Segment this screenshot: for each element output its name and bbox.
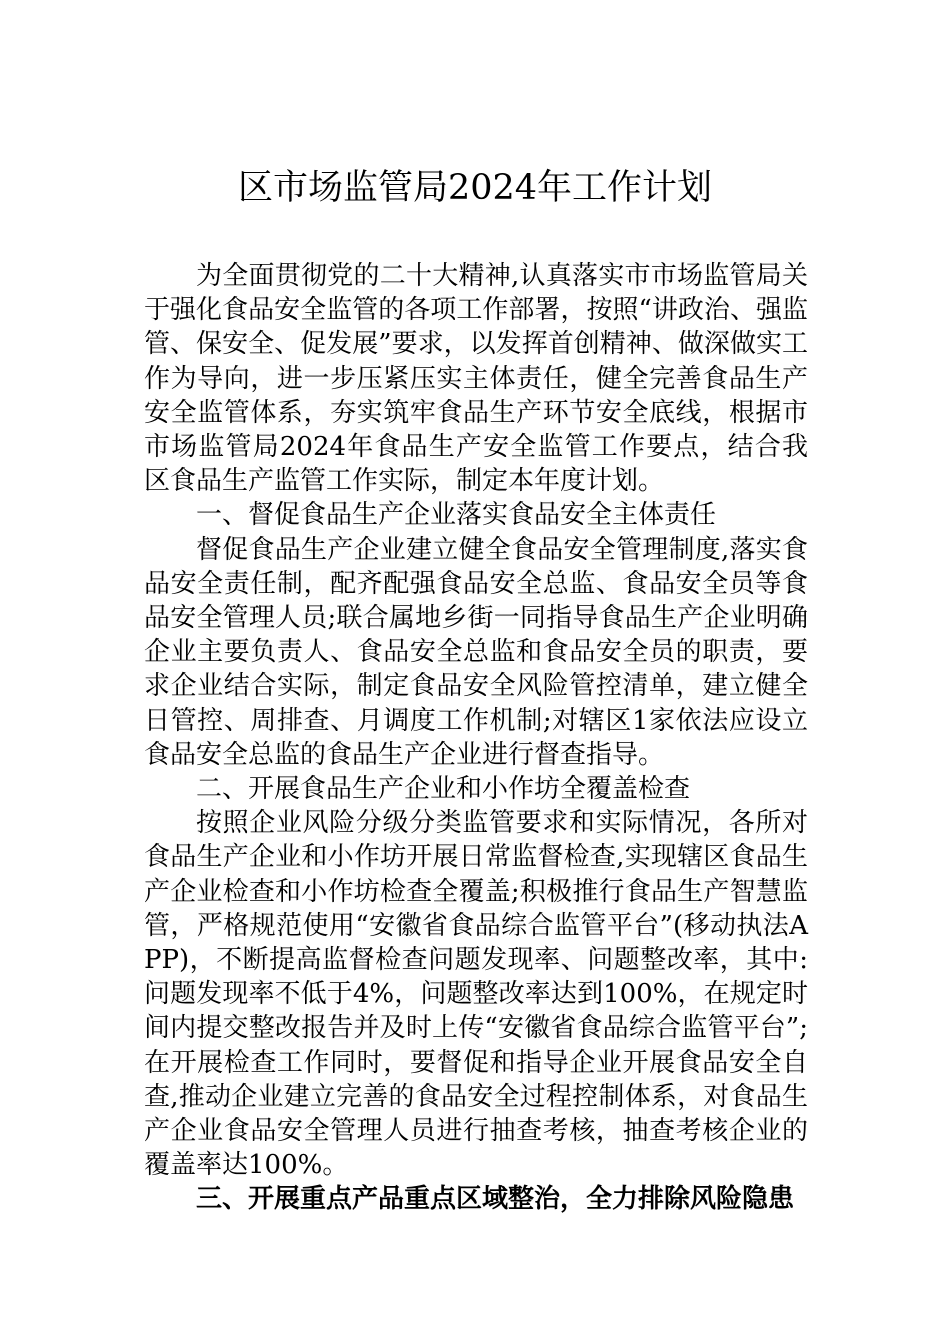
- document-title: 区市场监管局2024年工作计划: [237, 168, 713, 208]
- section-2-body: 按照企业风险分级分类监管要求和实际情况，各所对食品生产企业和小作坊开展日常监督检查,实现辖区食品生产企业检查和小作坊检查全覆盖;积极推行食品生产智慧监管，严格规范使用“安徽省食品综合监管平台”(移动执法APP)，不断提高监督检查问题发现率、问题整改率，其中:问题发现率不低于4%，问题整改率达到100%，在规定时间内提交整改报告并及时上传“安徽省食品综合监管平台”;在开展检查工作同时，要督促和指导企业开展食品安全自查,推动企业建立完善的食品安全过程控制体系，对食品生产企业食品安全管理人员进行抽查考核，抽查考核企业的覆盖率达100%。: [144, 808, 808, 1181]
- document-body: [144, 259, 808, 1217]
- section-2-heading: 二、开展食品生产企业和小作坊全覆盖检查: [196, 774, 691, 805]
- section-1-heading: 一、督促食品生产企业落实食品安全主体责任: [196, 500, 717, 531]
- section-1-body: 督促食品生产企业建立健全食品安全管理制度,落实食品安全责任制，配齐配强食品安全总监、食品安全员等食品安全管理人员;联合属地乡街一同指导食品生产企业明确企业主要负责人、食品安全总监和食品安全员的职责，要求企业结合实际，制定食品安全风险管控清单，建立健全日管控、周排查、月调度工作机制;对辖区1家依法应设立食品安全总监的食品生产企业进行督查指导。: [144, 534, 808, 770]
- intro-paragraph: 为全面贯彻党的二十大精神,认真落实市市场监管局关于强化食品安全监管的各项工作部署，按照“讲政治、强监管、保安全、促发展”要求，以发挥首创精神、做深做实工作为导向，进一步压紧压实主体责任，健全完善食品生产安全监管体系，夯实筑牢食品生产环节安全底线，根据市市场监管局2024年食品生产安全监管工作要点，结合我区食品生产监管工作实际，制定本年度计划。: [144, 261, 808, 497]
- section-3-heading: 三、开展重点产品重点区域整治，全力排除风险隐患: [196, 1184, 795, 1215]
